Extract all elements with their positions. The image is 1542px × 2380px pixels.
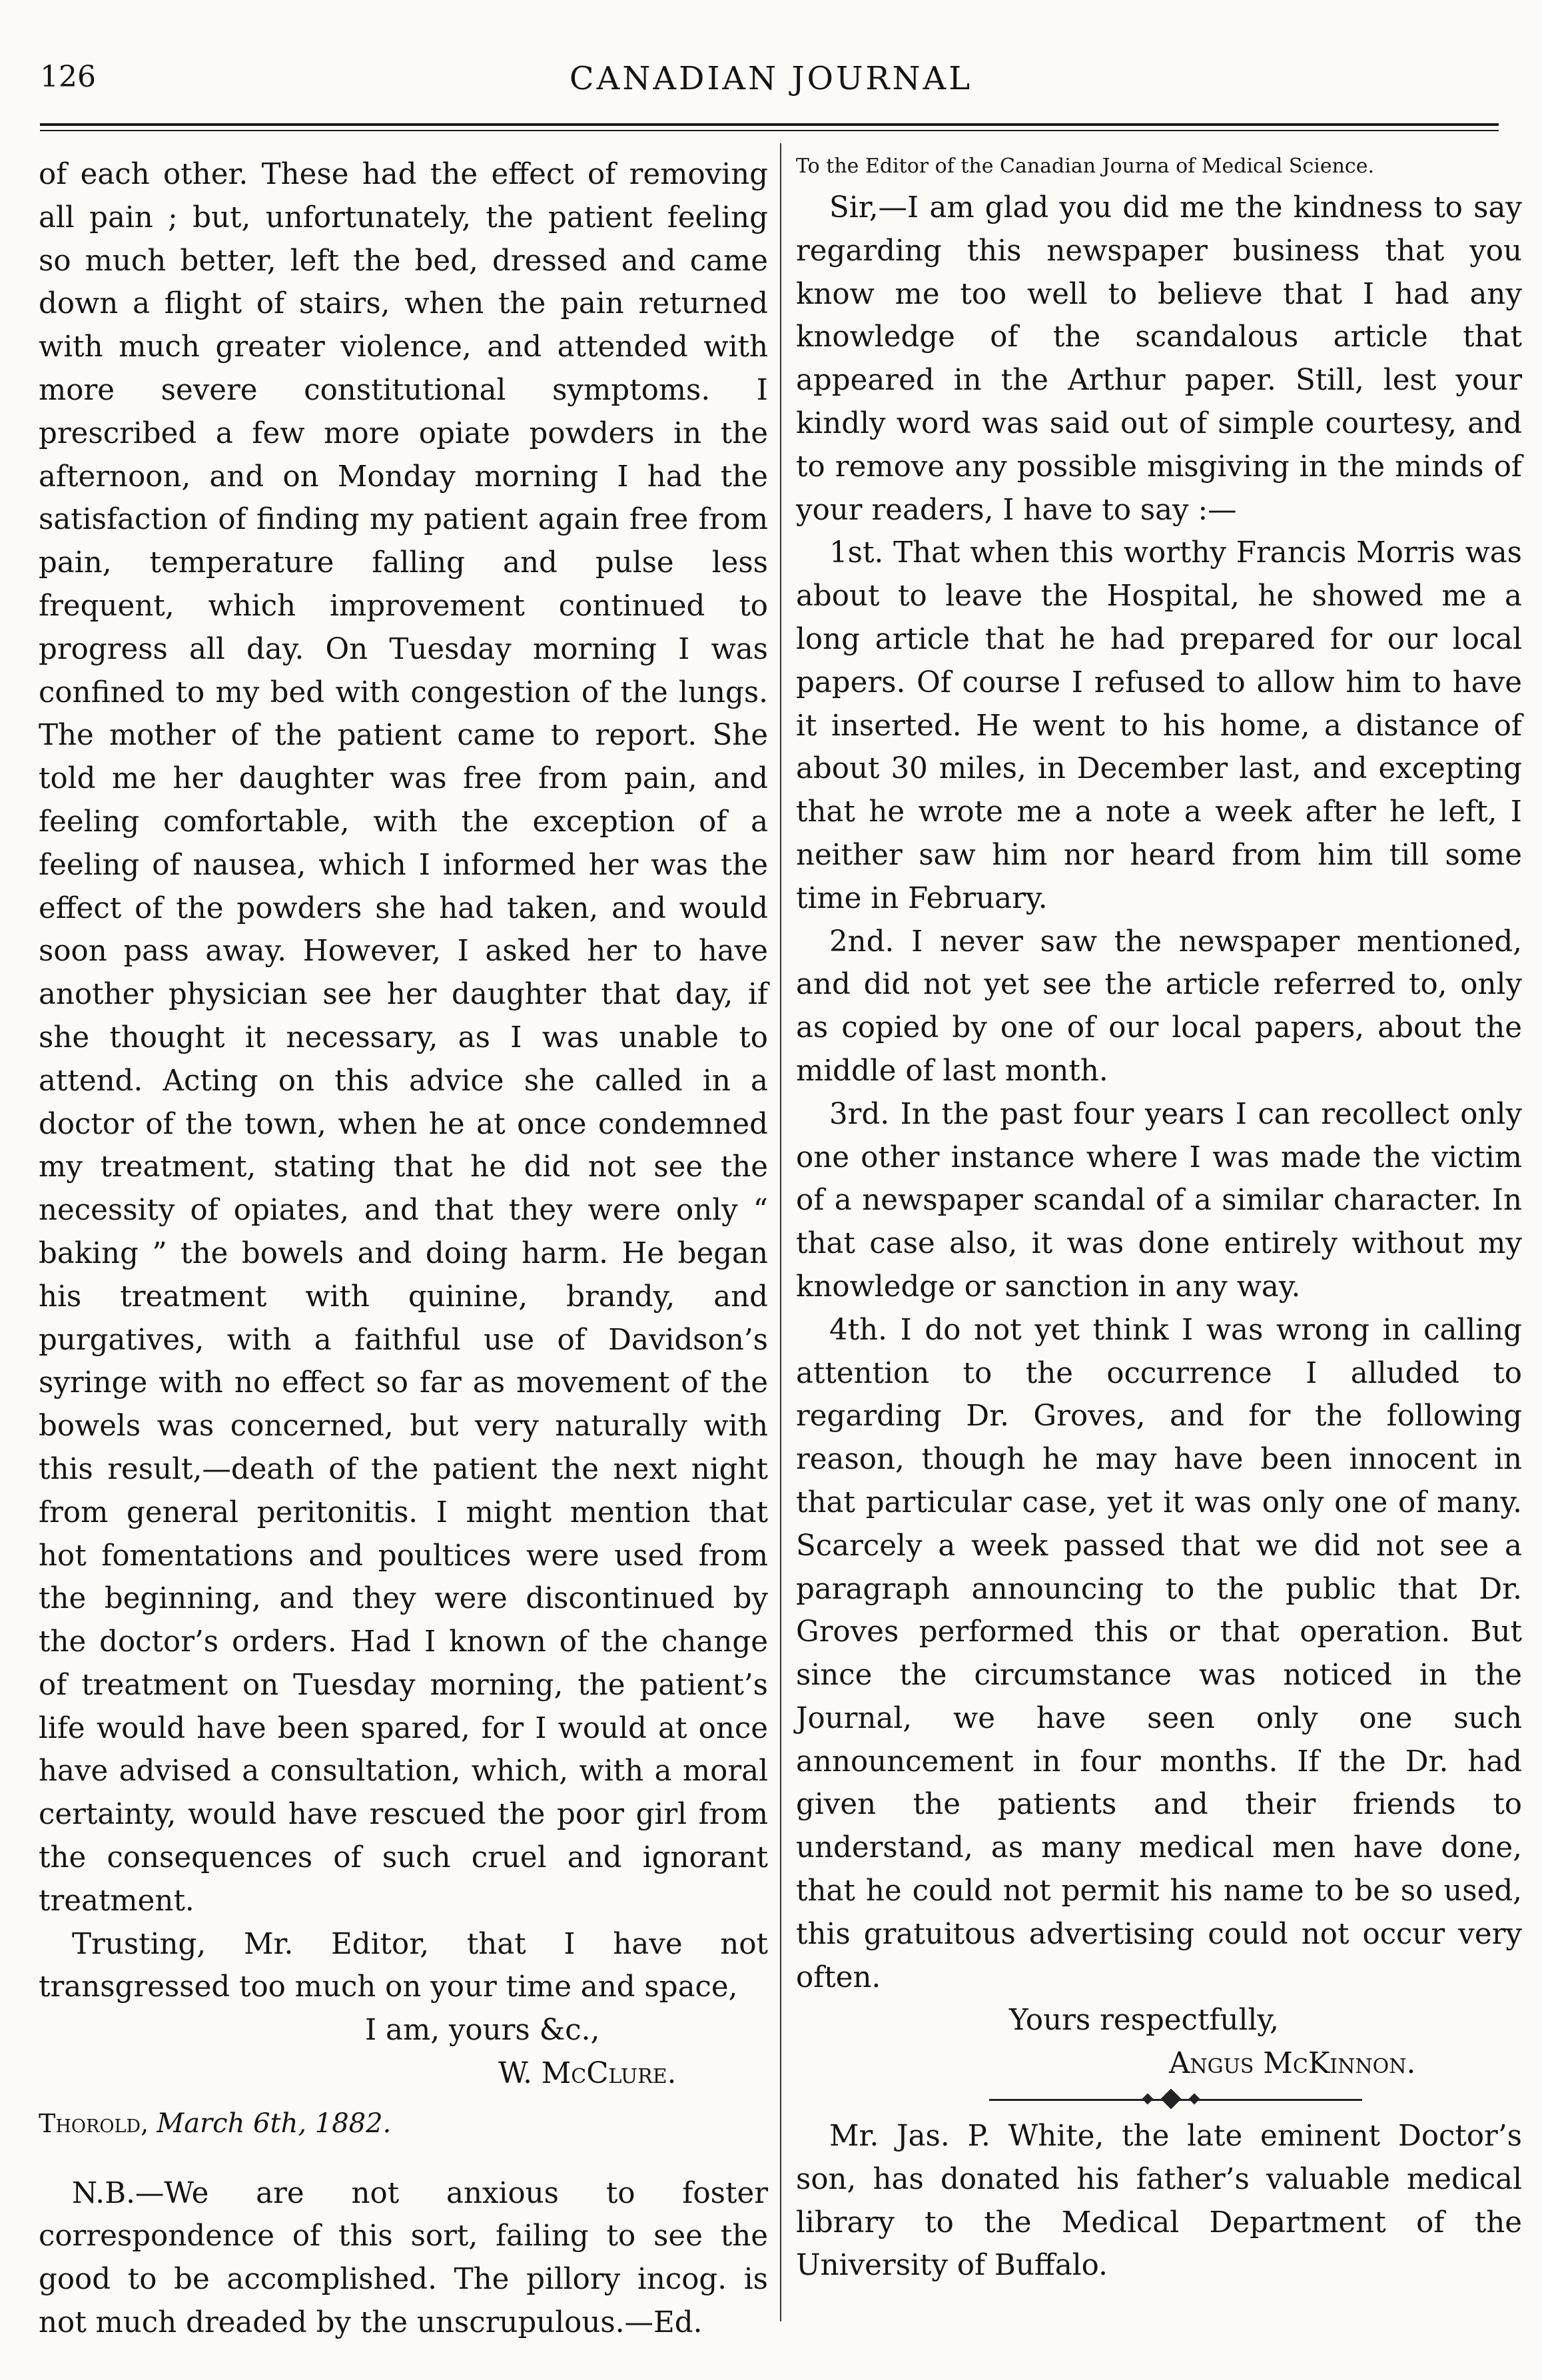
point-four: 4th. I do not yet think I was wrong in calling attention to the occurrence I alluded to regarding Dr. Groves, and for the following reason, though he may have been innocent in that particular case, yet it was only one of many. Scarcely a week passed that we did not see a paragraph announcing to the public that Dr. Groves performed this or that operation. But since the circumstance was noticed in the Journal, we have seen only one such announcement in four months. If the Dr. had given the patients and their friends to understand, as many medical men have done, that he could not permit his name to be so used, this gratuitous advertising could not occur very often. — [796, 1313, 1522, 1994]
header-rule — [40, 123, 1499, 126]
dateline — [39, 2102, 768, 2146]
letter-address: To the Editor of the Canadian Journa of Medical Science. — [796, 155, 1374, 178]
complimentary-close: I am, yours &c., — [365, 2014, 600, 2048]
salutation-paragraph: Sir,—I am glad you did me the kindness to say regarding this newspaper business that you know me too well to believe that I had any knowledge of the scandalous article that appeared in the Arthur paper. Still, lest your kindly word was said out of simple courtesy, and to remove any possible misgiving in the minds of your readers, I have to say :— — [796, 191, 1522, 527]
signature: W. McClure. — [498, 2057, 677, 2091]
column-divider — [780, 143, 781, 2321]
page-number: 126 — [40, 60, 96, 94]
ornament-divider — [989, 2090, 1362, 2110]
left-column — [39, 153, 768, 2345]
signature: Angus McKinnon. — [1169, 2047, 1416, 2081]
point-three: 3rd. In the past four years I can recollect only one other instance where I was made the victim of a newspaper scandal of a similar character. In that case also, it was done entirely without my knowledge or sanction in any way. — [796, 1097, 1522, 1304]
page-header — [0, 0, 1542, 133]
letter-body: of each other. These had the effect of removing all pain ; but, unfortunately, the patient feeling so much better, left the bed, dressed and came down a flight of stairs, when the pain returned with much greater violence, and attended with more severe constitutional symptoms. I prescribed a few more opiate powders in the afternoon, and on Monday morning I had the satisfaction of finding my patient again free from pain, temperature falling and pulse less frequent, which improvement continued to progress all day. On Tuesday morning I was confined to my bed with congestion of the lungs. The mother of the patient came to report. She told me her daughter was free from pain, and feeling comfortable, with the exception of a feeling of nausea, which I informed her was the effect of the powders she had taken, and would soon pass away. However, I asked her to have another physician see her daughter that day, if she thought it necessary, as I was unable to attend. Acting on this advice she called in a doctor of the town, when he at once condemned my treatment, stating that he did not see the necessity of opiates, and that they were only “ baking ” the bowels and doing harm. He began his treatment with quinine, brandy, and purgatives, with a faithful use of Davidson’s syringe with no effect so far as movement of the bowels was concerned, but very naturally with this result,—death of the patient the next night from general peritonitis. I might mention that hot fomentations and poultices were used from the beginning, and they were discontinued by the doctor’s orders. Had I known of the change of treatment on Tuesday morning, the patient’s life would have been spared, for I would at once have advised a consultation, which, with a moral certainty, would have rescued the poor girl from the consequences of such cruel and ignorant treatment. — [39, 158, 768, 1918]
point-one: 1st. That when this worthy Francis Morris was about to leave the Hospital, he showed me a long article that he had prepared for our local papers. Of course I refused to allow him to have it inserted. He went to his home, a distance of about 30 miles, in December last, and excepting that he wrote me a note a week after he left, I neither saw him nor heard from him till some time in February. — [796, 536, 1522, 915]
place-name: Thorold, — [39, 2108, 149, 2138]
signature-block — [39, 2009, 768, 2145]
header-rule-thin — [40, 130, 1499, 131]
date: March 6th, 1882. — [157, 2108, 392, 2139]
letter-closing-paragraph: Trusting, Mr. Editor, that I have not transgressed too much on your time and space, — [39, 1927, 768, 2004]
editor-note: N.B.—We are not anxious to foster correspondence of this sort, failing to see the good to be accomplished. The pillory incog. is not much dreaded by the unscrupulous.—Ed. — [39, 2176, 768, 2340]
point-two: 2nd. I never saw the newspaper mentioned, and did not yet see the article referred to, only as copied by one of our local papers, about the middle of last month. — [796, 925, 1522, 1088]
running-title: CANADIAN JOURNAL — [569, 60, 973, 97]
news-item: Mr. Jas. P. White, the late eminent Doctor’s son, has donated his father’s valuable medical library to the Medical Department of the University of Buffalo. — [796, 2120, 1522, 2283]
right-column — [796, 153, 1522, 2287]
complimentary-close: Yours respectfully, — [1009, 2004, 1279, 2038]
